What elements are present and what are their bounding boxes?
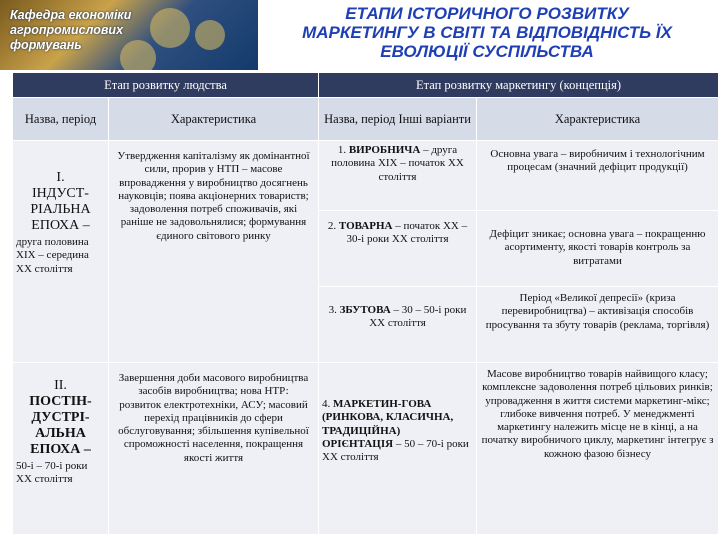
logo-line: агропромислових — [10, 23, 124, 37]
page-title — [262, 4, 712, 61]
group-header-humanity: Етап розвитку людства — [13, 73, 319, 98]
col-header-concept-name: Назва, період Інші варіанти — [319, 98, 477, 141]
department-name — [10, 8, 131, 53]
era-characteristic — [109, 141, 319, 363]
concept-characteristic — [477, 363, 719, 535]
era-name-line: ЕПОХА – — [30, 442, 91, 457]
department-logo — [0, 0, 258, 70]
col-header-concept-characteristic: Характеристика — [477, 98, 719, 141]
era-period: друга половина ХІХ – середина ХХ століття — [16, 236, 89, 275]
concept-characteristic — [477, 211, 719, 287]
concept-period: – 50 – 70-і роки ХХ століття — [322, 437, 469, 464]
concept-characteristic — [477, 287, 719, 363]
concept-number: 1. — [337, 144, 347, 156]
era-name-line: ЕПОХА – — [31, 218, 90, 233]
era-characteristic-text: Утвердження капіталізму як домінантної сили, прорив у НТП – масове впровадження у виробництво досягнень науковців; поява акціонерних товариств; задоволення потреб споживачів, які раніше не задовольнялися; формування єдиного світового ринку — [117, 150, 310, 242]
logo-line: формувань — [10, 38, 82, 52]
concept-characteristic-text: Масове виробництво товарів найвищого класу; комплексне задоволення потреб цільових ринків; упровадження в життя системи маркетинг-мікс; глибоке вивчення потреб. У менеджменті маркетингу належить місце не в кінці, а на початку виробничого циклу, маркетинг інтегрує з кожною фазою бізнесу — [481, 368, 714, 460]
concept-name: ТОВАРНА — [338, 220, 393, 232]
concept-number: 4. — [322, 398, 331, 410]
era-characteristic — [109, 363, 319, 535]
title-line: ЕТАПИ ІСТОРИЧНОГО РОЗВИТКУ — [345, 4, 629, 23]
group-header-marketing: Етап розвитку маркетингу (концепція) — [319, 73, 719, 98]
concept-characteristic-text: Дефіцит зникає; основна увага – покращенню асортименту, якості товарів контроль за витратами — [489, 228, 706, 267]
grain-decoration — [195, 20, 225, 50]
title-line: ЕВОЛЮЦІЇ СУСПІЛЬСТВА — [380, 42, 594, 61]
era-name-line: І. — [56, 170, 65, 185]
concept-cell — [319, 363, 477, 535]
era-name-line: ПОСТІН- — [29, 394, 92, 409]
concept-characteristic-text: Основна увага – виробничим і технологічним процесам (значний дефіцит продукції) — [490, 148, 705, 174]
concept-name: ВИРОБНИЧА — [348, 144, 421, 156]
col-header-characteristic: Характеристика — [109, 98, 319, 141]
concept-name: ЗБУТОВА — [339, 304, 391, 316]
era-cell — [13, 363, 109, 535]
concept-number: 2. — [327, 220, 337, 232]
era-period: 50-і – 70-і роки ХХ століття — [16, 460, 88, 486]
concept-cell — [319, 287, 477, 363]
grain-decoration — [150, 8, 190, 48]
concept-period: – початок ХХ – 30-і роки ХХ століття — [346, 220, 468, 246]
title-line: МАРКЕТИНГУ В СВІТІ ТА ВІДПОВІДНІСТЬ ЇХ — [302, 23, 672, 42]
era-name-line: ДУСТРІ- — [31, 410, 90, 425]
era-name-line: АЛЬНА — [35, 426, 86, 441]
era-cell — [13, 141, 109, 363]
concept-name: МАРКЕТИН-ГОВА (РИНКОВА, КЛАСИЧНА, ТРАДИЦІЙНА) ОРІЄНТАЦІЯ — [322, 398, 454, 450]
era-name-line: ІІ. — [54, 378, 67, 393]
logo-line: Кафедра економіки — [10, 8, 132, 22]
era-name-line: РІАЛЬНА — [30, 202, 91, 217]
era-characteristic-text: Завершення доби масового виробництва засобів виробництва; нова НТР: розвиток електротехніки, АСУ; масовий перехід працівників до сфери обслуговування; збільшення купівельної спроможності населення, покращення якості життя — [118, 372, 309, 464]
concept-period: – друга половина XIX – початок ХХ століття — [331, 144, 464, 183]
header-banner — [0, 0, 720, 70]
marketing-stages-table — [12, 72, 719, 535]
concept-cell — [319, 211, 477, 287]
concept-characteristic-text: Період «Великої депресії» (криза перевиробництва) – активізація способів просування та збуту товарів (реклама, торгівля) — [485, 292, 710, 331]
concept-cell — [319, 141, 477, 211]
concept-number: 3. — [328, 304, 337, 316]
concept-characteristic — [477, 141, 719, 211]
era-name-line: ІНДУСТ- — [32, 186, 89, 201]
col-header-name-period: Назва, період — [13, 98, 109, 141]
concept-period: – 30 – 50-і роки ХХ століття — [369, 304, 467, 330]
